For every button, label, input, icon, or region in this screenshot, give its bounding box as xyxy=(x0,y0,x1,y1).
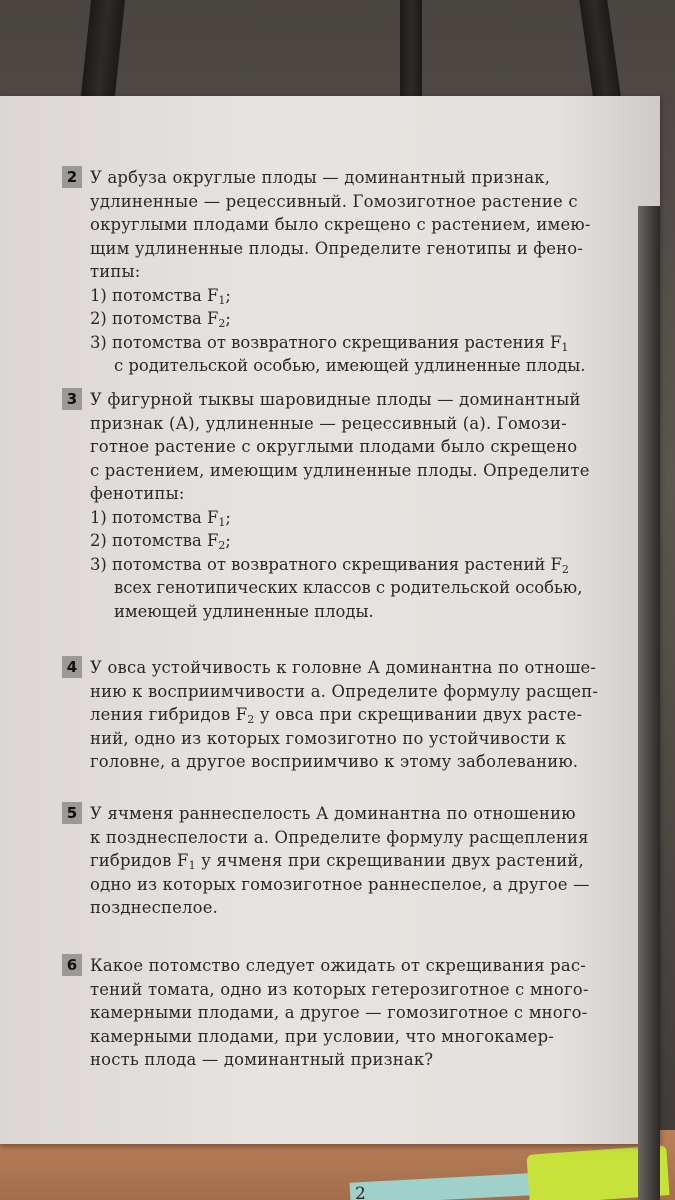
text-line: У фигурной тыквы шаровидные плоды — доминантный xyxy=(90,390,581,409)
text-line: готное растение с округлыми плодами было скрещено xyxy=(90,437,578,456)
problem-text xyxy=(90,954,622,1072)
problem-2 xyxy=(62,166,622,378)
list-item: 2) потомства $F_2$; xyxy=(90,531,231,552)
list-item: 1) потомства $F_1$; xyxy=(90,285,231,307)
question-list xyxy=(90,506,622,624)
problem-number: 2 xyxy=(62,166,82,188)
problem-5 xyxy=(62,802,622,920)
problem-6 xyxy=(62,954,622,1072)
background-chair-leg xyxy=(81,0,125,96)
text-line: Какое потомство следует ожидать от скрещивания рас- xyxy=(90,956,586,975)
question-list xyxy=(90,284,622,378)
text-line: удлиненные — рецессивный. Гомозиготное растение с xyxy=(90,191,578,211)
text-line: ления гибридов $F_2$ у овса при скрещивании двух расте- xyxy=(90,705,583,726)
problem-4 xyxy=(62,656,622,774)
text-line: камерными плодами, а другое — гомозиготное с много- xyxy=(90,1003,588,1022)
text-line: головне, а другое восприимчиво к этому заболеванию. xyxy=(90,752,579,771)
text-line: У овса устойчивость к головне А доминантна по отноше- xyxy=(90,658,597,677)
problem-text xyxy=(90,388,622,506)
list-item: 1) потомства $F_1$; xyxy=(90,507,231,529)
list-item: 3) потомства от возвратного скрещивания растений $F_2$ всех генотипических классов с родительской особью, имеющей удлиненные плоды. xyxy=(90,554,583,621)
text-line: тений томата, одно из которых гетерозиготное с много- xyxy=(90,979,589,999)
problem-text xyxy=(90,802,622,920)
text-line: округлыми плодами было скрещено с растением, имею- xyxy=(90,215,591,234)
text-line: ний, одно из которых гомозиготно по устойчивости к xyxy=(90,728,566,748)
text-line: У ячменя раннеспелость А доминантна по отношению xyxy=(90,804,576,823)
text-line: щим удлиненные плоды. Определите генотипы и фено- xyxy=(90,238,584,258)
problem-number: 4 xyxy=(62,656,82,678)
text-line: У арбуза округлые плоды — доминантный признак, xyxy=(90,168,551,187)
problem-number: 5 xyxy=(62,802,82,824)
text-line: к позднеспелости а. Определите формулу расщепления xyxy=(90,827,589,847)
text-line: позднеспелое. xyxy=(90,898,219,917)
problem-number: 3 xyxy=(62,388,82,410)
background-chair-leg xyxy=(579,0,620,96)
workbook-page xyxy=(0,96,660,1200)
page-binding-edge xyxy=(638,206,660,1200)
text-line: с растением, имеющим удлиненные плоды. Определите xyxy=(90,460,590,480)
list-item: 3) потомства от возвратного скрещивания растения $F_1$ с родительской особью, имеющей удлиненные плоды. xyxy=(90,332,586,375)
problem-text xyxy=(90,656,622,774)
problem-number: 6 xyxy=(62,954,82,976)
text-line: камерными плодами, при условии, что многокамер- xyxy=(90,1026,554,1046)
text-line: фенотипы: xyxy=(90,484,185,503)
text-line: одно из которых гомозиготное раннеспелое, а другое — xyxy=(90,874,590,894)
list-item: 2) потомства $F_2$; xyxy=(90,309,231,330)
text-line: гибридов $F_1$ у ячменя при скрещивании двух растений, xyxy=(90,851,584,872)
problem-text xyxy=(90,166,622,284)
text-line: ность плода — доминантный признак? xyxy=(90,1050,434,1069)
problem-3 xyxy=(62,388,622,623)
text-line: нию к восприимчивости а. Определите формулу расщеп- xyxy=(90,681,599,701)
text-line: типы: xyxy=(90,262,141,281)
background-chair-leg xyxy=(400,0,422,96)
text-line: признак (А), удлиненные — рецессивный (а). Гомози- xyxy=(90,413,567,433)
page-number: 2 xyxy=(355,1184,366,1200)
